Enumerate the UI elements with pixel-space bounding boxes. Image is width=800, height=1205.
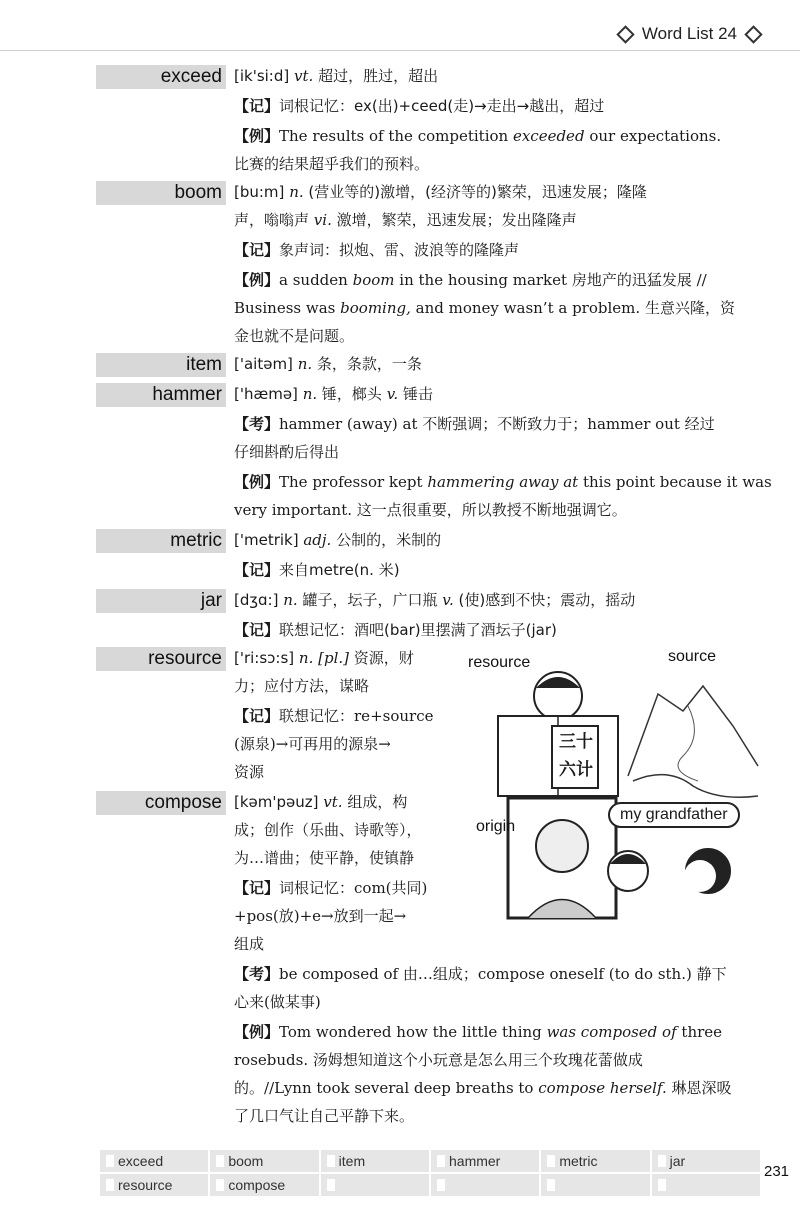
definition-line bbox=[234, 648, 414, 668]
definition: (使)感到不快；震动，摇动 bbox=[458, 591, 636, 609]
headword: hammer bbox=[96, 383, 226, 407]
definition: 条，条款，一条 bbox=[316, 355, 422, 373]
definition-cont: 力；应付方法，谋略 bbox=[234, 677, 370, 695]
definition-line bbox=[234, 66, 438, 86]
headword: metric bbox=[96, 529, 226, 553]
label-resource: resource bbox=[468, 654, 531, 671]
footer-word: jar bbox=[652, 1150, 760, 1172]
definition: 公制的，米制的 bbox=[336, 531, 442, 549]
example-italic: compose herself. bbox=[538, 1079, 667, 1097]
ji-tag: 【记】 bbox=[234, 621, 280, 639]
definition: (营业等的)激增，(经济等的)繁荣，迅速发展；隆隆 bbox=[308, 183, 647, 201]
pronunciation: ['hæmə] bbox=[234, 385, 298, 403]
example-text: //Lynn took several deep breaths to bbox=[264, 1079, 534, 1097]
example-translation: 金也就不是问题。 bbox=[234, 327, 355, 345]
part-of-speech: n. bbox=[283, 591, 298, 609]
example-text: in the housing market bbox=[399, 271, 568, 289]
part-of-speech: adj. bbox=[303, 531, 332, 549]
example-italic: hammering away at bbox=[427, 473, 579, 491]
pronunciation: ['ri:sɔ:s] bbox=[234, 649, 295, 667]
book-text-line: 六计 bbox=[559, 760, 593, 780]
headword: jar bbox=[96, 589, 226, 613]
definition-line bbox=[234, 182, 647, 202]
example-text: Business was bbox=[234, 299, 336, 317]
example-text: rosebuds. bbox=[234, 1051, 309, 1069]
definition-line bbox=[234, 792, 407, 812]
definition-line bbox=[234, 590, 635, 610]
example-translation: 房地产的迅猛发展 // bbox=[571, 271, 707, 289]
exam-note bbox=[234, 414, 715, 434]
memory-note bbox=[234, 240, 519, 260]
headword: item bbox=[96, 353, 226, 377]
part-of-speech: n. bbox=[302, 385, 318, 403]
diamond-icon bbox=[616, 25, 634, 43]
ji-tag: 【记】 bbox=[234, 707, 280, 725]
part-of-speech: n. bbox=[289, 183, 304, 201]
example-line bbox=[234, 472, 772, 492]
kao-tag: 【考】 bbox=[234, 415, 280, 433]
example-translation: 汤姆想知道这个小玩意是怎么用三个玫瑰花蕾做成 bbox=[312, 1051, 643, 1069]
kao-text: hammer (away) at 不断强调；不断致力于；hammer out 经过 bbox=[279, 415, 715, 433]
example-italic: boom bbox=[352, 271, 395, 289]
example-translation: 琳恩深吸 bbox=[671, 1079, 732, 1097]
li-tag: 【例】 bbox=[234, 1023, 280, 1041]
part-of-speech: vt. bbox=[323, 793, 343, 811]
footer-word-table bbox=[100, 1150, 760, 1196]
definition-cont: 成；创作（乐曲、诗歌等）， bbox=[234, 821, 422, 839]
cartoon-illustration bbox=[468, 646, 768, 946]
exam-note-cont: 仔细斟酌后得出 bbox=[234, 443, 340, 461]
definition: 锤，榔头 bbox=[321, 385, 382, 403]
definition-cont: 为…谱曲；使平静，使镇静 bbox=[234, 849, 415, 867]
example-translation: 这一点很重要，所以教授不断地强调它。 bbox=[356, 501, 627, 519]
example-text: The professor kept bbox=[279, 473, 423, 491]
memory-note-cont: (源泉)→可再用的源泉→ bbox=[234, 735, 391, 753]
part-of-speech: n. bbox=[298, 649, 314, 667]
definition-line bbox=[234, 210, 577, 230]
ji-text: 联想记忆：re+source bbox=[279, 707, 434, 725]
footer-word: compose bbox=[210, 1174, 318, 1196]
book-cover-text bbox=[556, 728, 596, 784]
footer-empty-cell bbox=[321, 1174, 429, 1196]
footer-empty-cell bbox=[541, 1174, 649, 1196]
page-header bbox=[615, 22, 764, 46]
ji-text: 联想记忆：酒吧(bar)里摆满了酒坛子(jar) bbox=[279, 621, 557, 639]
example-translation: 比赛的结果超乎我们的预料。 bbox=[234, 155, 430, 173]
example-line bbox=[234, 270, 707, 290]
kao-text: be composed of 由…组成；compose oneself (to do sth.) 静下 bbox=[279, 965, 727, 983]
part-of-speech: v. bbox=[442, 591, 454, 609]
page-number: 231 bbox=[764, 1163, 790, 1180]
label-origin: origin bbox=[476, 818, 516, 835]
diamond-icon bbox=[744, 25, 762, 43]
header-divider bbox=[0, 50, 800, 51]
memory-note-cont: 组成 bbox=[234, 935, 265, 953]
illustration bbox=[468, 646, 768, 946]
definition: 罐子，坛子，广口瓶 bbox=[302, 591, 438, 609]
plural-marker: [pl.] bbox=[318, 649, 350, 667]
memory-note-cont: +pos(放)+e→放到一起→ bbox=[234, 907, 407, 925]
kao-tag: 【考】 bbox=[234, 965, 280, 983]
example-translation: 了几口气让自己平静下来。 bbox=[234, 1107, 415, 1125]
memory-note bbox=[234, 878, 427, 898]
definition-line bbox=[234, 354, 422, 374]
example-line bbox=[234, 1050, 643, 1070]
example-text: our expectations. bbox=[589, 127, 722, 145]
li-tag: 【例】 bbox=[234, 271, 280, 289]
headword: boom bbox=[96, 181, 226, 205]
definition: 超过，胜过，超出 bbox=[318, 67, 439, 85]
part-of-speech: vt. bbox=[294, 67, 314, 85]
example-line bbox=[234, 1078, 732, 1098]
mountain-drawing bbox=[628, 686, 758, 797]
pronunciation: [dʒɑ:] bbox=[234, 591, 279, 609]
example-translation: 的。 bbox=[234, 1079, 265, 1097]
example-line bbox=[234, 500, 627, 520]
ji-text: 词根记忆：ex(出)+ceed(走)→走出→越出，超过 bbox=[279, 97, 605, 115]
headword: resource bbox=[96, 647, 226, 671]
ji-tag: 【记】 bbox=[234, 241, 280, 259]
kids-drawing bbox=[608, 849, 730, 893]
definition-line bbox=[234, 530, 441, 550]
footer-word: metric bbox=[541, 1150, 649, 1172]
definition: 组成，构 bbox=[347, 793, 408, 811]
definition: 激增，繁荣，迅速发展；发出隆隆声 bbox=[336, 211, 577, 229]
speech-bubble: my grandfather bbox=[608, 802, 740, 828]
ji-text: 来自metre(n. 米) bbox=[279, 561, 400, 579]
example-text: three bbox=[681, 1023, 723, 1041]
part-of-speech: v. bbox=[386, 385, 399, 403]
part-of-speech: vi. bbox=[313, 211, 332, 229]
definition: 资源，财 bbox=[353, 649, 414, 667]
footer-word: resource bbox=[100, 1174, 208, 1196]
definition: 锤击 bbox=[402, 385, 433, 403]
example-line bbox=[234, 1022, 722, 1042]
example-text: this point because it was bbox=[582, 473, 772, 491]
li-tag: 【例】 bbox=[234, 473, 280, 491]
example-line bbox=[234, 298, 735, 318]
pronunciation: ['aitəm] bbox=[234, 355, 293, 373]
portrait-frame-drawing bbox=[508, 798, 616, 918]
exam-note bbox=[234, 964, 727, 984]
headword: exceed bbox=[96, 65, 226, 89]
footer-word: item bbox=[321, 1150, 429, 1172]
example-line bbox=[234, 126, 721, 146]
ji-tag: 【记】 bbox=[234, 97, 280, 115]
memory-note bbox=[234, 560, 400, 580]
pronunciation: [bu:m] bbox=[234, 183, 285, 201]
part-of-speech: n. bbox=[297, 355, 313, 373]
memory-note bbox=[234, 706, 433, 726]
footer-word: exceed bbox=[100, 1150, 208, 1172]
example-text: and money wasn’t a problem. bbox=[415, 299, 641, 317]
ji-text: 象声词：拟炮、雷、波浪等的隆隆声 bbox=[279, 241, 520, 259]
exam-note-cont: 心来(做某事) bbox=[234, 993, 321, 1011]
memory-note bbox=[234, 620, 557, 640]
example-text: a sudden bbox=[279, 271, 348, 289]
footer-empty-cell bbox=[431, 1174, 539, 1196]
pronunciation: ['metrik] bbox=[234, 531, 299, 549]
header-title: Word List 24 bbox=[641, 24, 737, 43]
footer-empty-cell bbox=[652, 1174, 760, 1196]
footer-word: hammer bbox=[431, 1150, 539, 1172]
pronunciation: [ik'si:d] bbox=[234, 67, 290, 85]
book-text-line: 三十 bbox=[559, 732, 593, 752]
example-text: The results of the competition bbox=[279, 127, 509, 145]
headword: compose bbox=[96, 791, 226, 815]
example-italic: exceeded bbox=[512, 127, 585, 145]
memory-note-cont: 资源 bbox=[234, 763, 265, 781]
example-text: very important. bbox=[234, 501, 353, 519]
li-tag: 【例】 bbox=[234, 127, 280, 145]
example-italic: was composed of bbox=[546, 1023, 677, 1041]
definition: 声，嗡嗡声 bbox=[234, 211, 310, 229]
definition-line bbox=[234, 384, 433, 404]
memory-note bbox=[234, 96, 604, 116]
pronunciation: [kəm'pəuz] bbox=[234, 793, 319, 811]
ji-text: 词根记忆：com(共同) bbox=[279, 879, 428, 897]
example-italic: booming, bbox=[340, 299, 411, 317]
example-translation: 生意兴隆，资 bbox=[644, 299, 735, 317]
ji-tag: 【记】 bbox=[234, 561, 280, 579]
example-text: Tom wondered how the little thing bbox=[279, 1023, 542, 1041]
label-source: source bbox=[668, 648, 717, 665]
footer-word: boom bbox=[210, 1150, 318, 1172]
ji-tag: 【记】 bbox=[234, 879, 280, 897]
